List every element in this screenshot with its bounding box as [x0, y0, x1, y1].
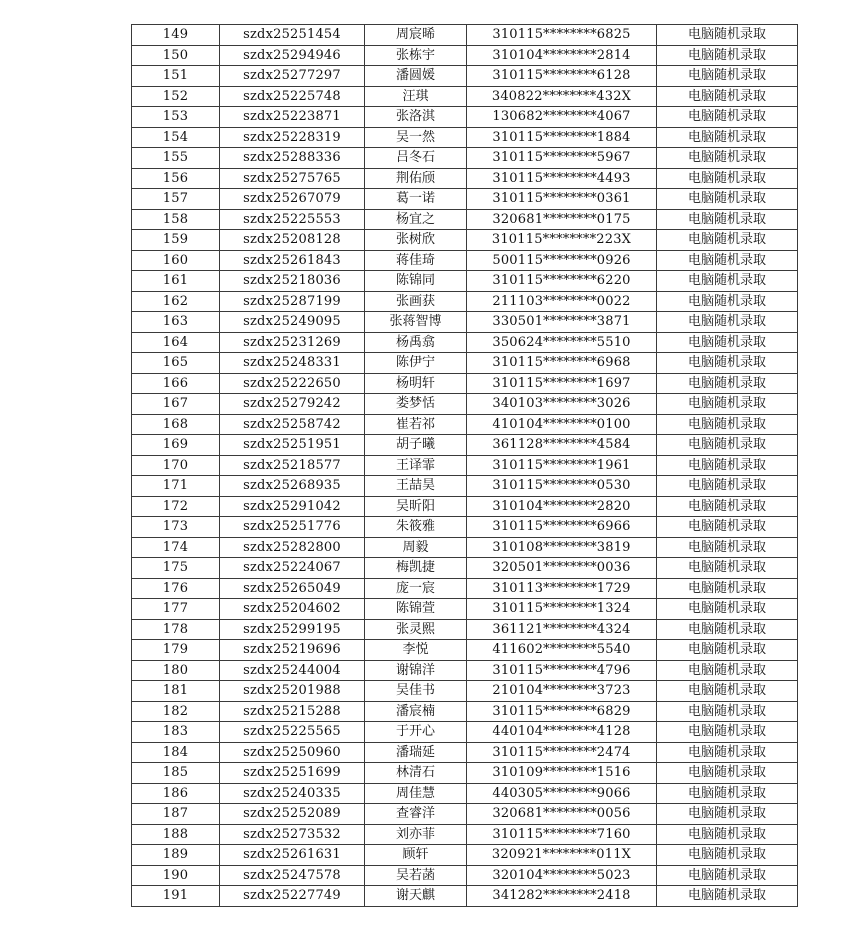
table-row [132, 209, 798, 230]
admission-method-cell: 电脑随机录取 [657, 209, 798, 230]
student-name-cell: 王喆昊 [365, 476, 467, 497]
id-card-number-cell: 340822********432X [467, 86, 657, 107]
admission-method-cell: 电脑随机录取 [657, 783, 798, 804]
row-number-cell: 149 [132, 25, 220, 46]
applicant-id-cell: szdx25225565 [220, 722, 365, 743]
row-number-cell: 156 [132, 168, 220, 189]
row-number-cell: 191 [132, 886, 220, 907]
student-name-cell: 张灵熙 [365, 619, 467, 640]
table-row [132, 414, 798, 435]
table-row [132, 742, 798, 763]
row-number-cell: 150 [132, 45, 220, 66]
admission-method-cell: 电脑随机录取 [657, 107, 798, 128]
applicant-id-cell: szdx25294946 [220, 45, 365, 66]
applicant-id-cell: szdx25218036 [220, 271, 365, 292]
table-row [132, 496, 798, 517]
student-name-cell: 杨宜之 [365, 209, 467, 230]
table-row [132, 435, 798, 456]
admission-method-cell: 电脑随机录取 [657, 496, 798, 517]
student-name-cell: 周佳慧 [365, 783, 467, 804]
row-number-cell: 165 [132, 353, 220, 374]
applicant-id-cell: szdx25291042 [220, 496, 365, 517]
id-card-number-cell: 310115********1324 [467, 599, 657, 620]
student-name-cell: 吕冬石 [365, 148, 467, 169]
applicant-id-cell: szdx25252089 [220, 804, 365, 825]
table-row [132, 86, 798, 107]
id-card-number-cell: 211103********0022 [467, 291, 657, 312]
student-name-cell: 陈伊宁 [365, 353, 467, 374]
student-name-cell: 张树欣 [365, 230, 467, 251]
row-number-cell: 170 [132, 455, 220, 476]
admission-method-cell: 电脑随机录取 [657, 168, 798, 189]
applicant-id-cell: szdx25258742 [220, 414, 365, 435]
applicant-id-cell: szdx25251699 [220, 763, 365, 784]
student-name-cell: 梅凯捷 [365, 558, 467, 579]
applicant-id-cell: szdx25251776 [220, 517, 365, 538]
id-card-number-cell: 440305********9066 [467, 783, 657, 804]
student-name-cell: 林清石 [365, 763, 467, 784]
admission-method-cell: 电脑随机录取 [657, 414, 798, 435]
table-row [132, 865, 798, 886]
applicant-id-cell: szdx25240335 [220, 783, 365, 804]
table-row [132, 681, 798, 702]
row-number-cell: 164 [132, 332, 220, 353]
student-name-cell: 陈锦萱 [365, 599, 467, 620]
admission-method-cell: 电脑随机录取 [657, 660, 798, 681]
student-name-cell: 谢锦洋 [365, 660, 467, 681]
id-card-number-cell: 320501********0036 [467, 558, 657, 579]
table-row [132, 127, 798, 148]
row-number-cell: 186 [132, 783, 220, 804]
applicant-id-cell: szdx25248331 [220, 353, 365, 374]
admission-method-cell: 电脑随机录取 [657, 435, 798, 456]
table-row [132, 66, 798, 87]
row-number-cell: 184 [132, 742, 220, 763]
admission-method-cell: 电脑随机录取 [657, 230, 798, 251]
student-name-cell: 吴一然 [365, 127, 467, 148]
student-name-cell: 顾轩 [365, 845, 467, 866]
row-number-cell: 172 [132, 496, 220, 517]
applicant-id-cell: szdx25201988 [220, 681, 365, 702]
row-number-cell: 155 [132, 148, 220, 169]
table-row [132, 537, 798, 558]
table-row [132, 455, 798, 476]
table-row [132, 230, 798, 251]
admission-method-cell: 电脑随机录取 [657, 517, 798, 538]
table-row [132, 332, 798, 353]
id-card-number-cell: 130682********4067 [467, 107, 657, 128]
table-row [132, 886, 798, 907]
row-number-cell: 154 [132, 127, 220, 148]
row-number-cell: 169 [132, 435, 220, 456]
table-row [132, 189, 798, 210]
id-card-number-cell: 361128********4584 [467, 435, 657, 456]
applicant-id-cell: szdx25268935 [220, 476, 365, 497]
student-name-cell: 查睿洋 [365, 804, 467, 825]
table-row [132, 558, 798, 579]
student-name-cell: 陈锦同 [365, 271, 467, 292]
admission-method-cell: 电脑随机录取 [657, 845, 798, 866]
row-number-cell: 178 [132, 619, 220, 640]
applicant-id-cell: szdx25279242 [220, 394, 365, 415]
row-number-cell: 177 [132, 599, 220, 620]
student-name-cell: 潘宸楠 [365, 701, 467, 722]
admission-method-cell: 电脑随机录取 [657, 722, 798, 743]
applicant-id-cell: szdx25273532 [220, 824, 365, 845]
applicant-id-cell: szdx25225553 [220, 209, 365, 230]
admission-method-cell: 电脑随机录取 [657, 353, 798, 374]
student-name-cell: 张洛淇 [365, 107, 467, 128]
table-row [132, 25, 798, 46]
table-row [132, 148, 798, 169]
table-row [132, 353, 798, 374]
table-row [132, 578, 798, 599]
id-card-number-cell: 320681********0056 [467, 804, 657, 825]
admission-table-body [132, 25, 798, 907]
student-name-cell: 于开心 [365, 722, 467, 743]
row-number-cell: 182 [132, 701, 220, 722]
table-row [132, 291, 798, 312]
id-card-number-cell: 320104********5023 [467, 865, 657, 886]
row-number-cell: 180 [132, 660, 220, 681]
table-row [132, 394, 798, 415]
id-card-number-cell: 310115********1884 [467, 127, 657, 148]
applicant-id-cell: szdx25261631 [220, 845, 365, 866]
applicant-id-cell: szdx25282800 [220, 537, 365, 558]
applicant-id-cell: szdx25244004 [220, 660, 365, 681]
id-card-number-cell: 310115********223X [467, 230, 657, 251]
id-card-number-cell: 310115********4796 [467, 660, 657, 681]
id-card-number-cell: 310115********2474 [467, 742, 657, 763]
row-number-cell: 173 [132, 517, 220, 538]
table-row [132, 168, 798, 189]
table-row [132, 373, 798, 394]
applicant-id-cell: szdx25227749 [220, 886, 365, 907]
student-name-cell: 吴佳书 [365, 681, 467, 702]
admission-method-cell: 电脑随机录取 [657, 127, 798, 148]
applicant-id-cell: szdx25251454 [220, 25, 365, 46]
applicant-id-cell: szdx25204602 [220, 599, 365, 620]
id-card-number-cell: 361121********4324 [467, 619, 657, 640]
applicant-id-cell: szdx25249095 [220, 312, 365, 333]
student-name-cell: 汪琪 [365, 86, 467, 107]
applicant-id-cell: szdx25247578 [220, 865, 365, 886]
id-card-number-cell: 310115********6128 [467, 66, 657, 87]
student-name-cell: 吴若菡 [365, 865, 467, 886]
id-card-number-cell: 310115********5967 [467, 148, 657, 169]
admission-method-cell: 电脑随机录取 [657, 701, 798, 722]
applicant-id-cell: szdx25215288 [220, 701, 365, 722]
student-name-cell: 周宸晞 [365, 25, 467, 46]
id-card-number-cell: 440104********4128 [467, 722, 657, 743]
student-name-cell: 刘亦菲 [365, 824, 467, 845]
student-name-cell: 潘瑞延 [365, 742, 467, 763]
row-number-cell: 159 [132, 230, 220, 251]
table-row [132, 312, 798, 333]
table-row [132, 804, 798, 825]
table-row [132, 250, 798, 271]
admission-method-cell: 电脑随机录取 [657, 189, 798, 210]
admission-method-cell: 电脑随机录取 [657, 373, 798, 394]
admission-method-cell: 电脑随机录取 [657, 537, 798, 558]
applicant-id-cell: szdx25224067 [220, 558, 365, 579]
student-name-cell: 张蒋智博 [365, 312, 467, 333]
admission-method-cell: 电脑随机录取 [657, 578, 798, 599]
student-name-cell: 李悦 [365, 640, 467, 661]
id-card-number-cell: 310115********1961 [467, 455, 657, 476]
applicant-id-cell: szdx25287199 [220, 291, 365, 312]
student-name-cell: 潘圆媛 [365, 66, 467, 87]
admission-method-cell: 电脑随机录取 [657, 394, 798, 415]
admission-list-sheet [131, 24, 797, 907]
id-card-number-cell: 310115********6825 [467, 25, 657, 46]
row-number-cell: 158 [132, 209, 220, 230]
student-name-cell: 荆佑颀 [365, 168, 467, 189]
admission-method-cell: 电脑随机录取 [657, 271, 798, 292]
id-card-number-cell: 310115********6968 [467, 353, 657, 374]
applicant-id-cell: szdx25218577 [220, 455, 365, 476]
applicant-id-cell: szdx25267079 [220, 189, 365, 210]
applicant-id-cell: szdx25277297 [220, 66, 365, 87]
applicant-id-cell: szdx25288336 [220, 148, 365, 169]
id-card-number-cell: 500115********0926 [467, 250, 657, 271]
row-number-cell: 153 [132, 107, 220, 128]
row-number-cell: 176 [132, 578, 220, 599]
student-name-cell: 吴昕阳 [365, 496, 467, 517]
id-card-number-cell: 310115********7160 [467, 824, 657, 845]
id-card-number-cell: 310115********0530 [467, 476, 657, 497]
admission-table [131, 24, 798, 907]
row-number-cell: 157 [132, 189, 220, 210]
admission-method-cell: 电脑随机录取 [657, 824, 798, 845]
id-card-number-cell: 310115********0361 [467, 189, 657, 210]
row-number-cell: 162 [132, 291, 220, 312]
student-name-cell: 蒋佳琦 [365, 250, 467, 271]
admission-method-cell: 电脑随机录取 [657, 681, 798, 702]
admission-method-cell: 电脑随机录取 [657, 455, 798, 476]
id-card-number-cell: 310113********1729 [467, 578, 657, 599]
row-number-cell: 188 [132, 824, 220, 845]
id-card-number-cell: 341282********2418 [467, 886, 657, 907]
row-number-cell: 190 [132, 865, 220, 886]
applicant-id-cell: szdx25223871 [220, 107, 365, 128]
row-number-cell: 181 [132, 681, 220, 702]
table-row [132, 660, 798, 681]
row-number-cell: 187 [132, 804, 220, 825]
admission-method-cell: 电脑随机录取 [657, 291, 798, 312]
applicant-id-cell: szdx25275765 [220, 168, 365, 189]
applicant-id-cell: szdx25225748 [220, 86, 365, 107]
student-name-cell: 娄梦恬 [365, 394, 467, 415]
applicant-id-cell: szdx25231269 [220, 332, 365, 353]
admission-method-cell: 电脑随机录取 [657, 476, 798, 497]
admission-method-cell: 电脑随机录取 [657, 640, 798, 661]
student-name-cell: 王译霏 [365, 455, 467, 476]
table-row [132, 271, 798, 292]
applicant-id-cell: szdx25251951 [220, 435, 365, 456]
row-number-cell: 183 [132, 722, 220, 743]
table-row [132, 722, 798, 743]
admission-method-cell: 电脑随机录取 [657, 86, 798, 107]
row-number-cell: 160 [132, 250, 220, 271]
table-row [132, 619, 798, 640]
table-row [132, 599, 798, 620]
student-name-cell: 朱筱雅 [365, 517, 467, 538]
row-number-cell: 171 [132, 476, 220, 497]
applicant-id-cell: szdx25261843 [220, 250, 365, 271]
row-number-cell: 161 [132, 271, 220, 292]
id-card-number-cell: 350624********5510 [467, 332, 657, 353]
admission-method-cell: 电脑随机录取 [657, 865, 798, 886]
admission-method-cell: 电脑随机录取 [657, 312, 798, 333]
admission-method-cell: 电脑随机录取 [657, 804, 798, 825]
table-row [132, 517, 798, 538]
admission-method-cell: 电脑随机录取 [657, 66, 798, 87]
applicant-id-cell: szdx25265049 [220, 578, 365, 599]
student-name-cell: 崔若祁 [365, 414, 467, 435]
admission-method-cell: 电脑随机录取 [657, 619, 798, 640]
id-card-number-cell: 340103********3026 [467, 394, 657, 415]
row-number-cell: 166 [132, 373, 220, 394]
id-card-number-cell: 310104********2814 [467, 45, 657, 66]
row-number-cell: 168 [132, 414, 220, 435]
admission-method-cell: 电脑随机录取 [657, 332, 798, 353]
applicant-id-cell: szdx25228319 [220, 127, 365, 148]
applicant-id-cell: szdx25299195 [220, 619, 365, 640]
admission-method-cell: 电脑随机录取 [657, 558, 798, 579]
row-number-cell: 185 [132, 763, 220, 784]
table-row [132, 107, 798, 128]
id-card-number-cell: 310115********6220 [467, 271, 657, 292]
row-number-cell: 163 [132, 312, 220, 333]
admission-method-cell: 电脑随机录取 [657, 599, 798, 620]
table-row [132, 45, 798, 66]
admission-method-cell: 电脑随机录取 [657, 250, 798, 271]
id-card-number-cell: 310104********2820 [467, 496, 657, 517]
student-name-cell: 胡子曦 [365, 435, 467, 456]
row-number-cell: 179 [132, 640, 220, 661]
table-row [132, 763, 798, 784]
row-number-cell: 167 [132, 394, 220, 415]
id-card-number-cell: 210104********3723 [467, 681, 657, 702]
id-card-number-cell: 310115********6829 [467, 701, 657, 722]
student-name-cell: 张画获 [365, 291, 467, 312]
id-card-number-cell: 310115********1697 [467, 373, 657, 394]
admission-method-cell: 电脑随机录取 [657, 25, 798, 46]
table-row [132, 824, 798, 845]
admission-method-cell: 电脑随机录取 [657, 742, 798, 763]
id-card-number-cell: 411602********5540 [467, 640, 657, 661]
table-row [132, 476, 798, 497]
student-name-cell: 杨明轩 [365, 373, 467, 394]
admission-method-cell: 电脑随机录取 [657, 148, 798, 169]
id-card-number-cell: 320921********011X [467, 845, 657, 866]
row-number-cell: 189 [132, 845, 220, 866]
row-number-cell: 174 [132, 537, 220, 558]
table-row [132, 701, 798, 722]
row-number-cell: 175 [132, 558, 220, 579]
id-card-number-cell: 310109********1516 [467, 763, 657, 784]
admission-method-cell: 电脑随机录取 [657, 763, 798, 784]
applicant-id-cell: szdx25208128 [220, 230, 365, 251]
admission-method-cell: 电脑随机录取 [657, 886, 798, 907]
student-name-cell: 葛一诺 [365, 189, 467, 210]
id-card-number-cell: 310115********4493 [467, 168, 657, 189]
applicant-id-cell: szdx25250960 [220, 742, 365, 763]
id-card-number-cell: 320681********0175 [467, 209, 657, 230]
student-name-cell: 谢天麒 [365, 886, 467, 907]
id-card-number-cell: 310108********3819 [467, 537, 657, 558]
id-card-number-cell: 330501********3871 [467, 312, 657, 333]
student-name-cell: 周毅 [365, 537, 467, 558]
table-row [132, 845, 798, 866]
row-number-cell: 151 [132, 66, 220, 87]
table-row [132, 783, 798, 804]
id-card-number-cell: 410104********0100 [467, 414, 657, 435]
row-number-cell: 152 [132, 86, 220, 107]
id-card-number-cell: 310115********6966 [467, 517, 657, 538]
admission-method-cell: 电脑随机录取 [657, 45, 798, 66]
student-name-cell: 张栋宇 [365, 45, 467, 66]
student-name-cell: 杨禹翕 [365, 332, 467, 353]
table-row [132, 640, 798, 661]
applicant-id-cell: szdx25219696 [220, 640, 365, 661]
student-name-cell: 庞一宸 [365, 578, 467, 599]
applicant-id-cell: szdx25222650 [220, 373, 365, 394]
